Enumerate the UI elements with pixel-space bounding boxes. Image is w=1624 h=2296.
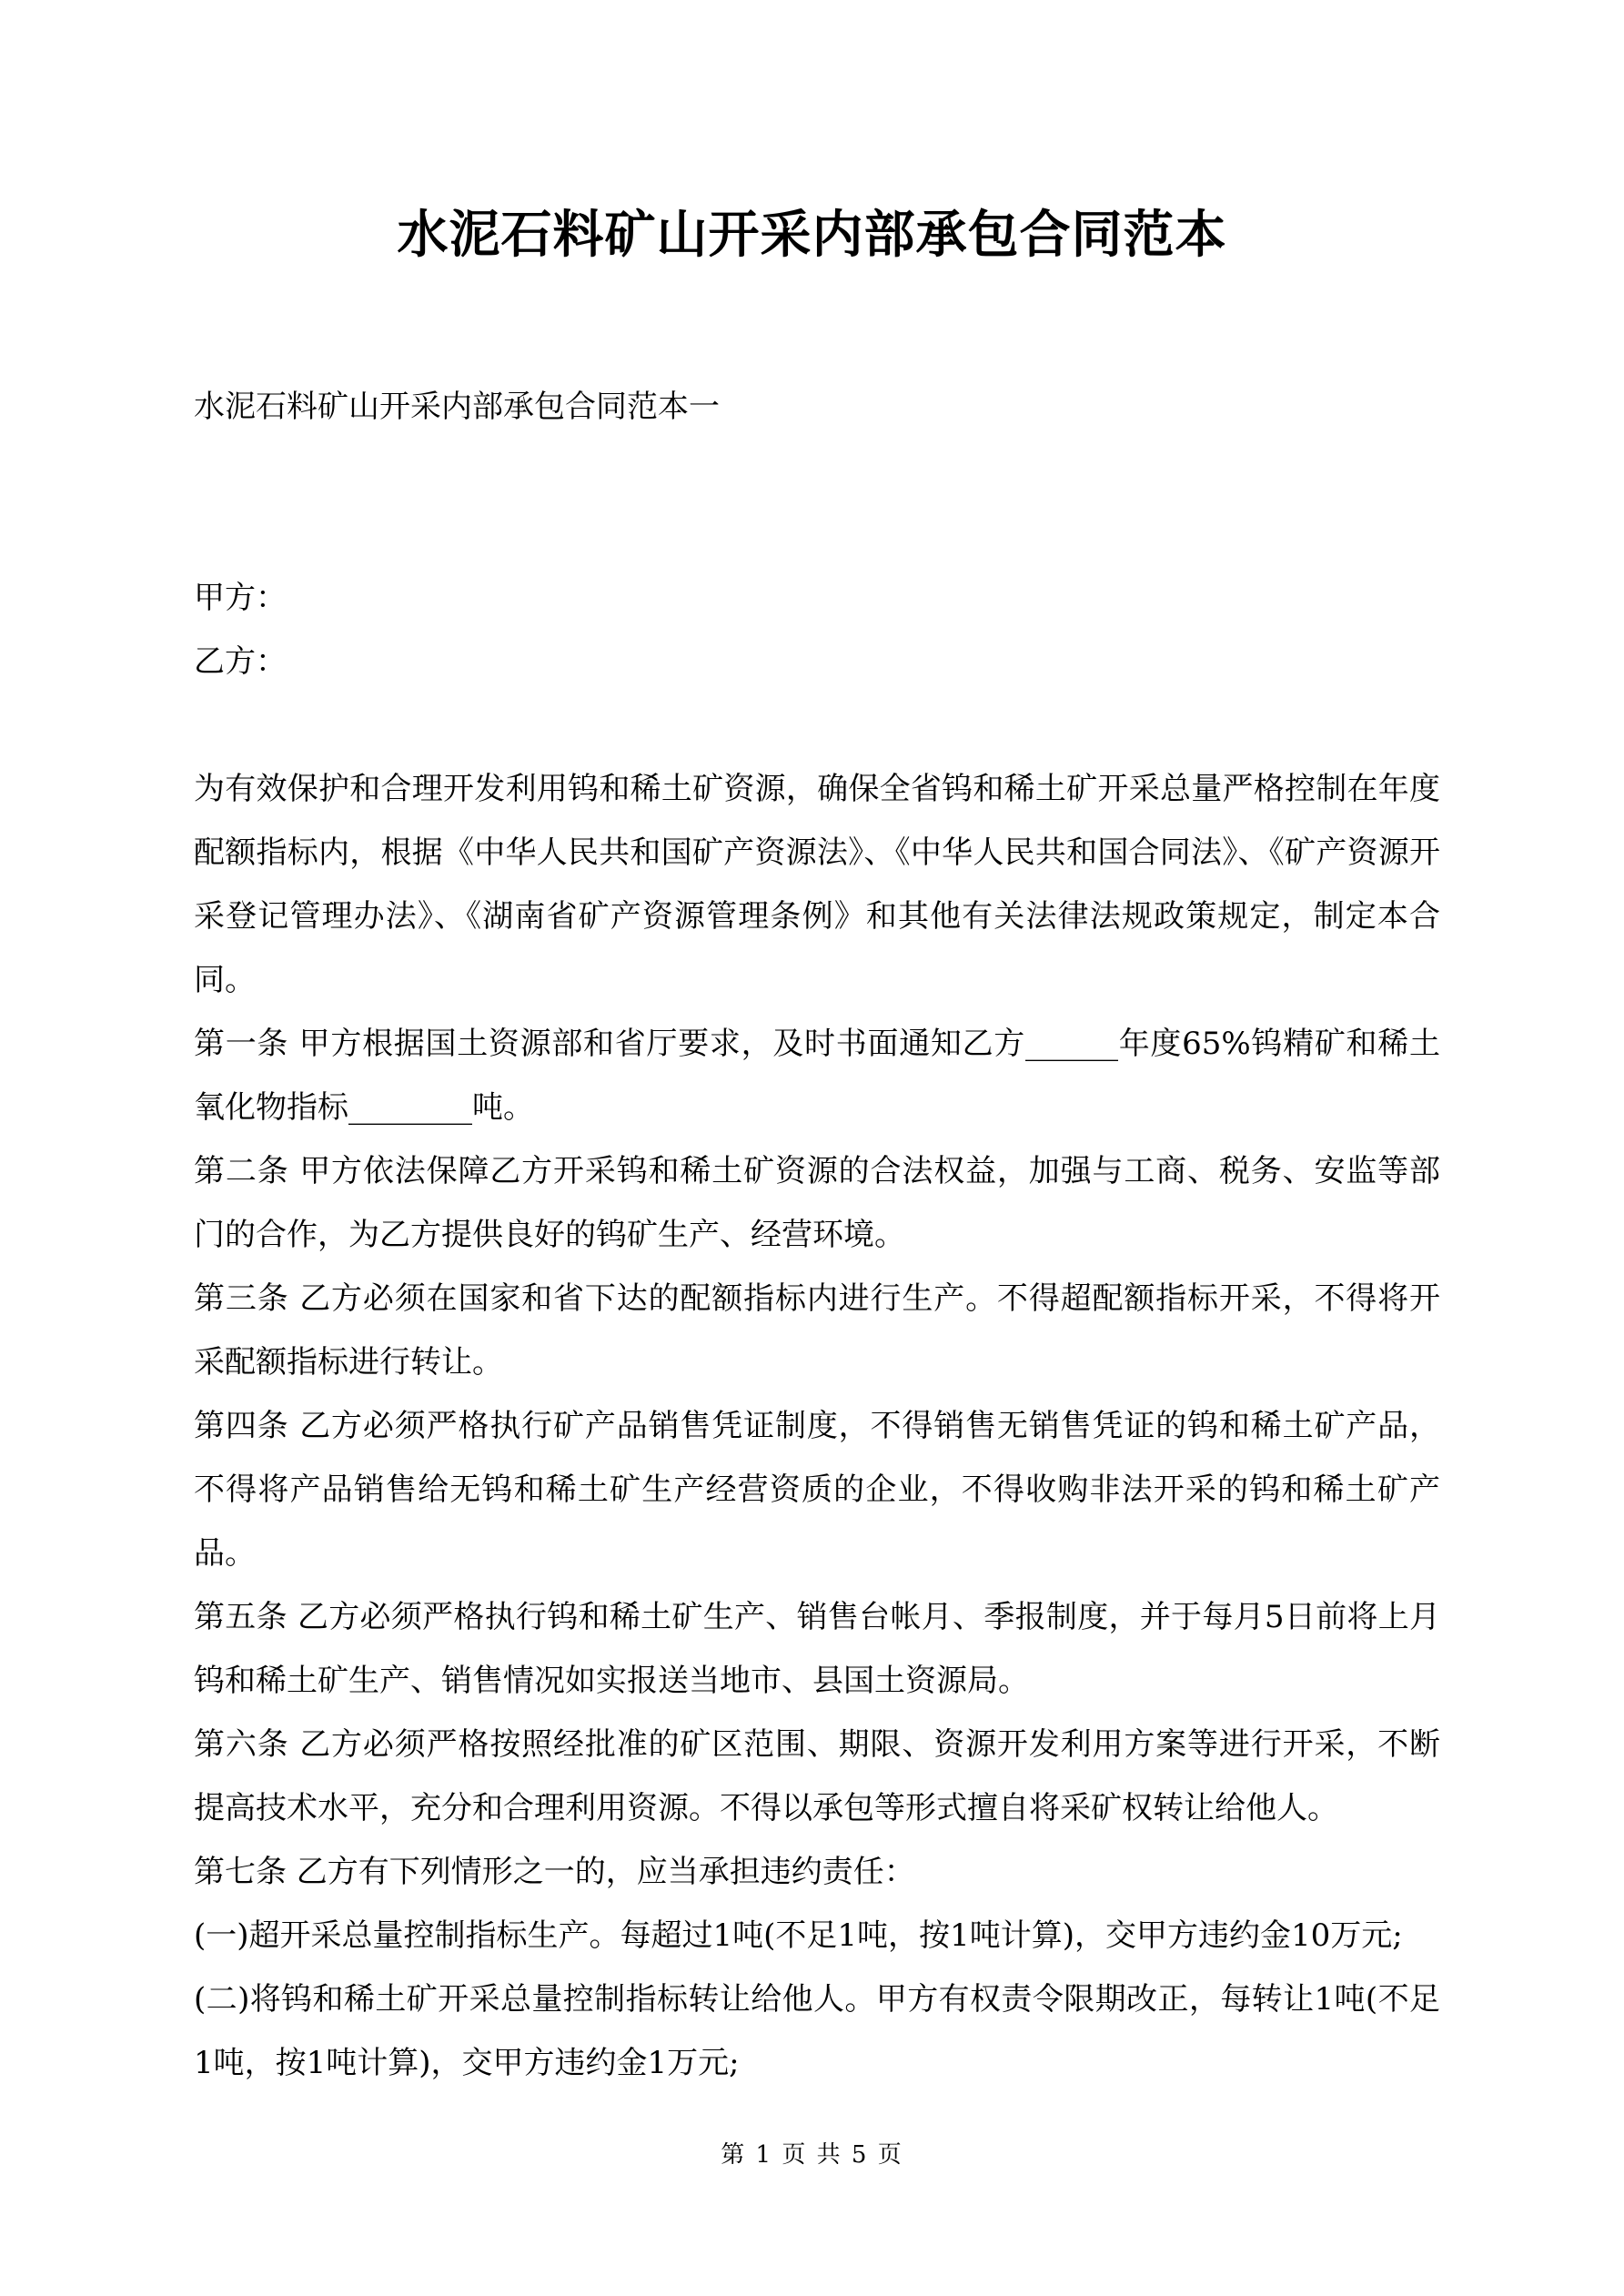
article-7-item-1: (一)超开采总量控制指标生产。每超过1吨(不足1吨，按1吨计算)，交甲方违约金10万元; xyxy=(194,1917,1403,1954)
preamble-paragraph: 为有效保护和合理开发利用钨和稀土矿资源，确保全省钨和稀土矿开采总量严格控制在年度配额指标内，根据《中华人民共和国矿产资源法》、《中华人民共和国合同法》、《矿产资源开采登记管理办法》、《湖南省矿产资源管理条例》和其他有关法律法规政策规定，制定本合同。 xyxy=(194,771,1440,998)
article-2-paragraph: 第二条 甲方依法保障乙方开采钨和稀土矿资源的合法权益，加强与工商、税务、安监等部门的合作，为乙方提供良好的钨矿生产、经营环境。 xyxy=(194,1153,1440,1253)
article-7-item-2: (二)将钨和稀土矿开采总量控制指标转让给他人。甲方有权责令限期改正，每转让1吨(不足1吨，按1吨计算)，交甲方违约金1万元; xyxy=(194,1981,1440,2081)
article-4-paragraph: 第四条 乙方必须严格执行矿产品销售凭证制度，不得销售无销售凭证的钨和稀土矿产品，不得将产品销售给无钨和稀土矿生产经营资质的企业，不得收购非法开采的钨和稀土矿产品。 xyxy=(194,1408,1440,1572)
article-3-paragraph: 第三条 乙方必须在国家和省下达的配额指标内进行生产。不得超配额指标开采，不得将开采配额指标进行转让。 xyxy=(194,1280,1440,1381)
document-title: 水泥石料矿山开采内部承包合同范本 xyxy=(397,205,1227,265)
page-number-footer: 第 1 页 共 5 页 xyxy=(721,2141,903,2169)
document-subtitle: 水泥石料矿山开采内部承包合同范本一 xyxy=(194,389,720,425)
article-1-paragraph: 第一条 甲方根据国土资源部和省厅要求，及时书面通知乙方______年度65%钨精矿和稀土氧化物指标________吨。 xyxy=(194,1026,1440,1126)
spacer xyxy=(194,439,1440,566)
article-6-paragraph: 第六条 乙方必须严格按照经批准的矿区范围、期限、资源开发利用方案等进行开采，不断提高技术水平，充分和合理利用资源。不得以承包等形式擅自将采矿权转让给他人。 xyxy=(194,1726,1440,1826)
article-7-paragraph: 第七条 乙方有下列情形之一的，应当承担违约责任： xyxy=(194,1854,915,1890)
party-b-label: 乙方： xyxy=(194,643,287,680)
document-body xyxy=(194,375,1440,2095)
party-a-label: 甲方： xyxy=(194,580,287,616)
article-5-paragraph: 第五条 乙方必须严格执行钨和稀土矿生产、销售台帐月、季报制度，并于每月5日前将上月钨和稀土矿生产、销售情况如实报送当地市、县国土资源局。 xyxy=(194,1599,1440,1699)
spacer xyxy=(194,693,1440,757)
